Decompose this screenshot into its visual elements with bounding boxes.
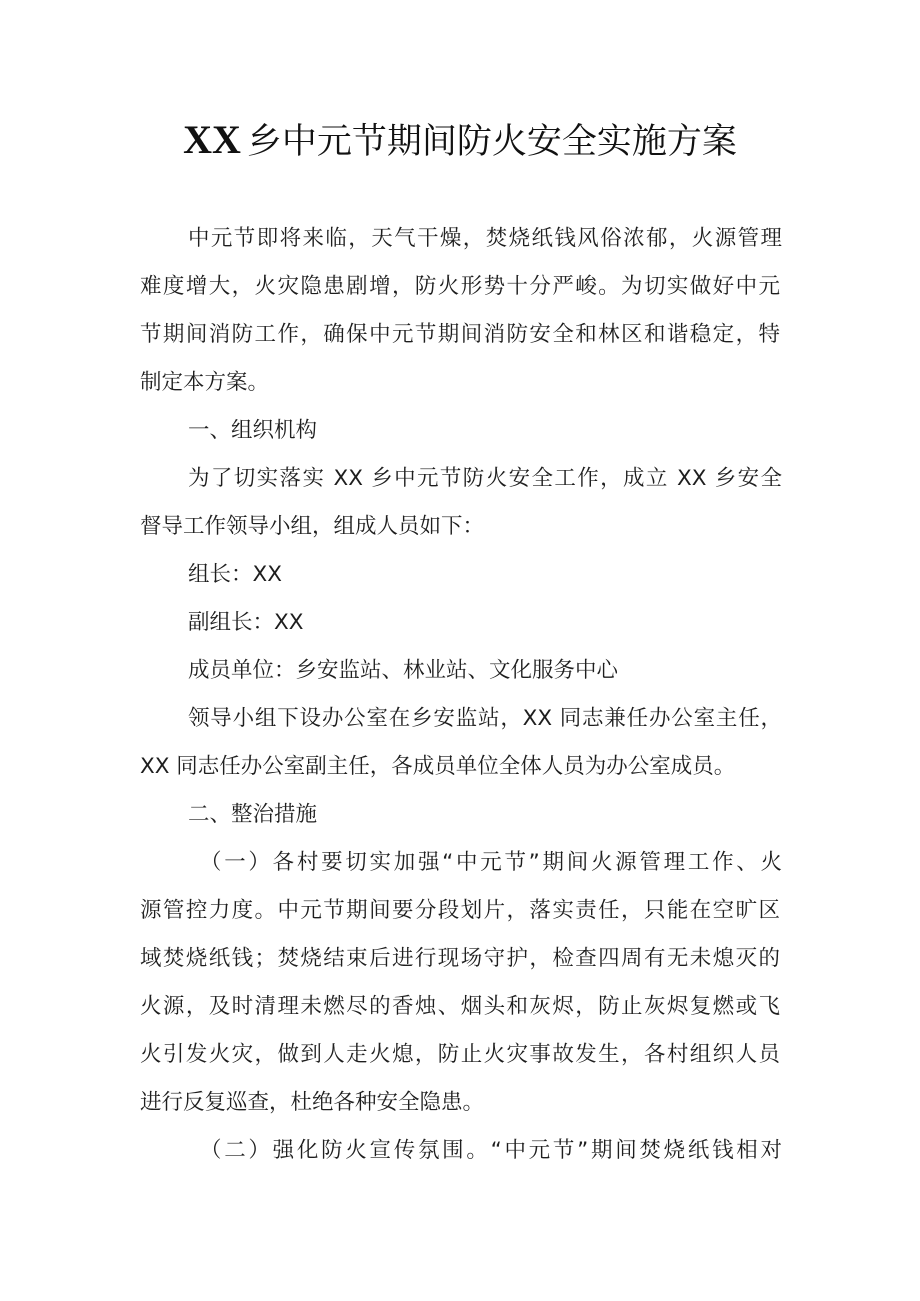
paragraph-line: 难度增大，火灾隐患剧增，防火形势十分严峻。为切实做好中元 bbox=[140, 274, 780, 299]
paragraph-line: 火源，及时清理未燃尽的香烛、烟头和灰烬，防止灰烬复燃或飞 bbox=[140, 994, 780, 1019]
paragraph-line: 进行反复巡查，杜绝各种安全隐患。 bbox=[140, 1090, 485, 1115]
title-prefix: XX bbox=[183, 117, 241, 162]
paragraph-line: 中元节即将来临，天气干燥，焚烧纸钱风俗浓郁，火源管理 bbox=[188, 226, 782, 251]
paragraph-line: XX 同志任办公室副主任，各成员单位全体人员为办公室成员。 bbox=[140, 754, 736, 779]
paragraph-line: 督导工作领导小组，组成人员如下： bbox=[140, 514, 485, 539]
member-line: 副组长：XX bbox=[188, 610, 304, 635]
paragraph-line: 为了切实落实 XX 乡中元节防火安全工作，成立 XX 乡安全 bbox=[188, 466, 782, 491]
member-line: 组长：XX bbox=[188, 562, 282, 587]
member-line: 成员单位：乡安监站、林业站、文化服务中心 bbox=[188, 658, 619, 683]
paragraph-line: 域焚烧纸钱；焚烧结束后进行现场守护，检查四周有无未熄灭的 bbox=[140, 946, 780, 971]
section-heading: 一、组织机构 bbox=[188, 418, 318, 443]
paragraph-line: 火引发火灾，做到人走火熄，防止火灾事故发生，各村组织人员 bbox=[140, 1042, 780, 1067]
paragraph-line: （一）各村要切实加强“中元节”期间火源管理工作、火 bbox=[200, 850, 782, 875]
paragraph-line: 制定本方案。 bbox=[140, 370, 270, 395]
paragraph-line: 节期间消防工作，确保中元节期间消防安全和林区和谐稳定，特 bbox=[140, 322, 780, 347]
paragraph-line: 领导小组下设办公室在乡安监站，XX 同志兼任办公室主任， bbox=[188, 706, 782, 731]
section-heading: 二、整治措施 bbox=[188, 802, 318, 827]
title-text: 乡中元节期间防火安全实施方案 bbox=[246, 122, 737, 162]
paragraph-line: （二）强化防火宣传氛围。“中元节”期间焚烧纸钱相对 bbox=[200, 1138, 782, 1163]
paragraph-line: 源管控力度。中元节期间要分段划片，落实责任，只能在空旷区 bbox=[140, 898, 780, 923]
document-title bbox=[0, 116, 920, 166]
